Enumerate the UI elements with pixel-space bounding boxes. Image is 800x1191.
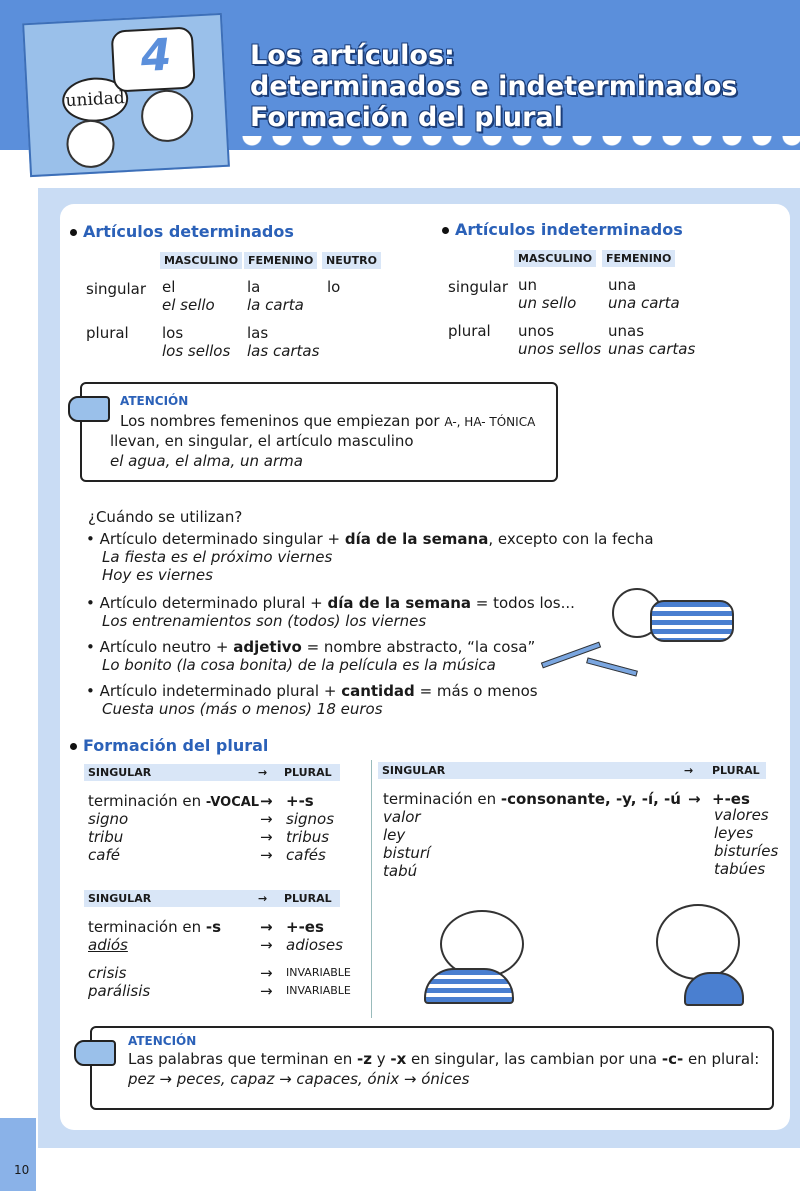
- plural-arrow: →: [260, 936, 273, 954]
- indet-cell: un un sello: [518, 276, 577, 312]
- plural-rule: terminación en -consonante, -y, -í, -ú: [383, 790, 681, 808]
- attention-example: pez → peces, capaz → capaces, ónix → ónices: [128, 1070, 470, 1088]
- attention-label: ATENCIÓN: [128, 1034, 197, 1048]
- uso-item: • Artículo indeterminado plural + cantidad = más o menos Cuesta unos (más o menos) 18 euros: [86, 682, 538, 718]
- uso-item: • Artículo determinado singular + día de la semana, excepto con la fecha La fiesta es el próximo viernes Hoy es viernes: [86, 530, 654, 584]
- plural-col-header: SINGULAR → PLURAL: [378, 762, 766, 779]
- indet-cell: unas unas cartas: [608, 322, 696, 358]
- plural-result: +-s: [286, 792, 314, 810]
- attention-box: [90, 1026, 774, 1110]
- indet-col-fem: FEMENINO: [602, 250, 675, 267]
- indet-col-masc: MASCULINO: [514, 250, 596, 267]
- det-cell: lo: [327, 278, 341, 296]
- child-illustration: [650, 600, 734, 642]
- child-illustration: [140, 89, 195, 144]
- footer-strip: [0, 1118, 36, 1191]
- indet-cell: una una carta: [608, 276, 680, 312]
- page-title: Los artículos: determinados e indeterminados Formación del plural: [250, 40, 738, 133]
- plural-examples-result: signos tribus cafés: [286, 810, 335, 864]
- plural-examples-result: valores leyes bisturíes tabúes: [714, 806, 779, 878]
- unit-badge: [22, 13, 230, 177]
- uso-question: ¿Cuándo se utilizan?: [88, 508, 243, 526]
- child-illustration: [65, 119, 115, 169]
- plural-arrow: →: [688, 790, 701, 808]
- indet-row-label: plural: [448, 322, 491, 340]
- attention-box: [80, 382, 558, 482]
- plural-heading: Formación del plural: [70, 736, 268, 755]
- det-col-masc: MASCULINO: [160, 252, 242, 269]
- plural-arrow: →: [260, 918, 273, 936]
- attention-text: Los nombres femeninos que empiezan por A-, HA- TÓNICA: [120, 412, 536, 430]
- header-scallop: [240, 136, 800, 158]
- det-cell: la la carta: [247, 278, 304, 314]
- page-number: 10: [14, 1163, 30, 1177]
- plural-examples: signo tribu café: [88, 810, 129, 864]
- det-row-label: plural: [86, 324, 129, 342]
- pointing-hand-icon: [68, 396, 110, 422]
- plural-example-result: adioses: [286, 936, 343, 954]
- det-row-label: singular: [86, 280, 147, 298]
- unit-label: unidad: [61, 76, 129, 123]
- plural-col-header: SINGULAR → PLURAL: [84, 890, 340, 907]
- plural-examples: valor ley bisturí tabú: [383, 808, 431, 880]
- plural-rule: terminación en -VOCAL: [88, 792, 260, 810]
- indet-heading: Artículos indeterminados: [442, 220, 683, 239]
- det-cell: las las cartas: [247, 324, 320, 360]
- det-cell: los los sellos: [162, 324, 231, 360]
- pointing-hand-icon: [74, 1040, 116, 1066]
- plural-examples: crisis parálisis: [88, 964, 151, 1000]
- det-cell: el el sello: [162, 278, 215, 314]
- plural-arrows: → → →: [260, 810, 273, 864]
- plural-arrow: →: [260, 792, 273, 810]
- unit-number: 4: [139, 29, 173, 83]
- plural-arrows: → →: [260, 964, 273, 1000]
- plural-result: +-es: [712, 790, 750, 808]
- attention-label: ATENCIÓN: [120, 394, 189, 408]
- column-divider: [371, 760, 372, 1018]
- child-illustration: [424, 968, 514, 1004]
- indet-cell: unos unos sellos: [518, 322, 602, 358]
- plural-result: +-es: [286, 918, 324, 936]
- attention-text: llevan, en singular, el artículo masculino: [110, 432, 414, 450]
- child-illustration: [656, 904, 740, 980]
- attention-text: Las palabras que terminan en -z y -x en singular, las cambian por una -c- en plural:: [128, 1050, 760, 1068]
- uso-item: • Artículo determinado plural + día de la semana = todos los... Los entrenamientos son (todos) los viernes: [86, 594, 575, 630]
- plural-invariable: INVARIABLE INVARIABLE: [286, 966, 351, 997]
- det-heading: Artículos determinados: [70, 222, 294, 241]
- plural-example: adiós: [88, 936, 128, 954]
- plural-col-header: SINGULAR → PLURAL: [84, 764, 340, 781]
- attention-example: el agua, el alma, un arma: [110, 452, 303, 470]
- plural-rule: terminación en -s: [88, 918, 222, 936]
- det-col-neu: NEUTRO: [322, 252, 381, 269]
- det-col-fem: FEMENINO: [244, 252, 317, 269]
- indet-row-label: singular: [448, 278, 509, 296]
- uso-item: • Artículo neutro + adjetivo = nombre abstracto, “la cosa” Lo bonito (la cosa bonita) de la película es la música: [86, 638, 536, 674]
